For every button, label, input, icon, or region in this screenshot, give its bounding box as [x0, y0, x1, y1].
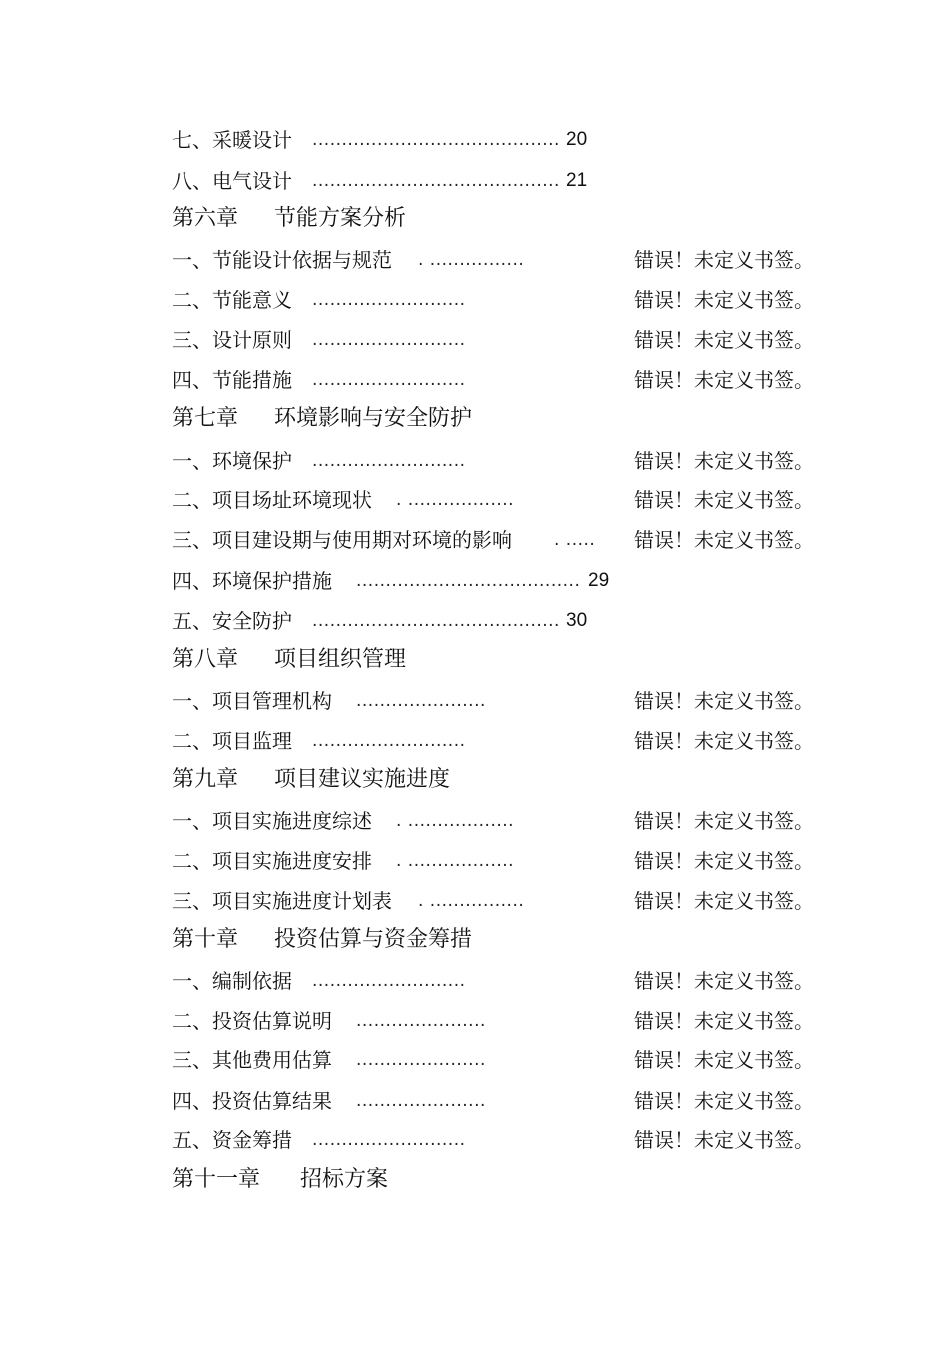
toc-leader: . ..................	[396, 490, 515, 510]
toc-error-text: 错误！未定义书签。	[634, 689, 814, 713]
toc-error-text: 错误！未定义书签。	[634, 1009, 814, 1033]
toc-error-text: 错误！未定义书签。	[634, 288, 814, 312]
toc-entry[interactable]	[172, 968, 814, 994]
toc-entry-title: 五、资金筹措	[172, 1128, 292, 1152]
chapter-number: 第九章	[172, 767, 239, 792]
chapter-title: 环境影响与安全防护	[274, 406, 473, 431]
toc-entry-title: 三、项目实施进度计划表	[172, 889, 392, 913]
toc-entry-title: 四、环境保护措施	[172, 569, 332, 593]
toc-entry-title: 三、其他费用估算	[172, 1048, 332, 1072]
toc-entry-title: 二、项目场址环境现状	[172, 488, 372, 512]
toc-entry-title: 二、节能意义	[172, 288, 292, 312]
toc-error-text: 错误！未定义书签。	[634, 1128, 814, 1152]
toc-entry-title: 二、项目监理	[172, 729, 292, 753]
toc-error-text: 错误！未定义书签。	[634, 729, 814, 753]
toc-leader: . ..................	[396, 811, 515, 831]
toc-entry[interactable]	[172, 367, 814, 393]
toc-leader: . ................	[418, 891, 525, 911]
toc-leader: ..........................................	[312, 611, 560, 631]
toc-entry[interactable]	[172, 1088, 814, 1114]
toc-page-number: 20	[566, 129, 588, 150]
toc-page-number: 29	[588, 570, 610, 591]
chapter-number: 第六章	[172, 206, 239, 231]
toc-entry-title: 四、投资估算结果	[172, 1089, 332, 1113]
toc-chapter[interactable]	[172, 405, 473, 433]
chapter-title: 投资估算与资金筹措	[274, 927, 473, 952]
toc-page-number: 21	[566, 170, 588, 191]
toc-entry-title: 八、电气设计	[172, 169, 292, 193]
toc-entry[interactable]	[172, 608, 588, 634]
chapter-title: 节能方案分析	[274, 206, 407, 231]
chapter-number: 第八章	[172, 647, 239, 672]
toc-entry[interactable]	[172, 728, 814, 754]
toc-leader: ..........................	[312, 731, 466, 751]
toc-leader: ..........................................	[312, 171, 560, 191]
toc-entry-title: 二、项目实施进度安排	[172, 849, 372, 873]
toc-error-text: 错误！未定义书签。	[634, 528, 814, 552]
toc-error-text: 错误！未定义书签。	[634, 1089, 814, 1113]
toc-leader: . ................	[418, 250, 525, 270]
toc-entry-title: 一、项目管理机构	[172, 689, 332, 713]
toc-leader: . .....	[554, 530, 596, 550]
toc-chapter[interactable]	[172, 1166, 389, 1194]
toc-leader: ..........................	[312, 370, 466, 390]
toc-error-text: 错误！未定义书签。	[634, 488, 814, 512]
toc-entry[interactable]	[172, 1008, 814, 1034]
toc-entry-title: 七、采暖设计	[172, 128, 292, 152]
toc-error-text: 错误！未定义书签。	[634, 969, 814, 993]
toc-entry-title: 一、项目实施进度综述	[172, 809, 372, 833]
toc-error-text: 错误！未定义书签。	[634, 449, 814, 473]
toc-error-text: 错误！未定义书签。	[634, 889, 814, 913]
toc-error-text: 错误！未定义书签。	[634, 328, 814, 352]
toc-entry-title: 二、投资估算说明	[172, 1009, 332, 1033]
toc-entry[interactable]	[172, 127, 588, 153]
toc-entry[interactable]	[172, 287, 814, 313]
toc-leader: ......................	[356, 1091, 486, 1111]
toc-error-text: 错误！未定义书签。	[634, 248, 814, 272]
toc-chapter[interactable]	[172, 766, 451, 794]
toc-entry-title: 四、节能措施	[172, 368, 292, 392]
toc-entry-title: 三、项目建设期与使用期对环境的影响	[172, 528, 512, 552]
toc-leader: ......................	[356, 1050, 486, 1070]
toc-chapter[interactable]	[172, 646, 407, 674]
toc-entry[interactable]	[172, 327, 814, 353]
chapter-number: 第十一章	[172, 1167, 261, 1192]
toc-leader: ..........................	[312, 290, 466, 310]
toc-error-text: 错误！未定义书签。	[634, 809, 814, 833]
toc-entry[interactable]	[172, 568, 610, 594]
toc-entry-title: 三、设计原则	[172, 328, 292, 352]
toc-entry[interactable]	[172, 448, 814, 474]
toc-leader: ..........................................	[312, 130, 560, 150]
chapter-title: 项目建议实施进度	[274, 767, 451, 792]
toc-entry[interactable]	[172, 527, 814, 553]
toc-entry-title: 一、节能设计依据与规范	[172, 248, 392, 272]
toc-error-text: 错误！未定义书签。	[634, 849, 814, 873]
toc-entry[interactable]	[172, 1127, 814, 1153]
toc-leader: ......................	[356, 691, 486, 711]
toc-leader: ..........................	[312, 1130, 466, 1150]
toc-leader: ..........................	[312, 971, 466, 991]
toc-error-text: 错误！未定义书签。	[634, 1048, 814, 1072]
toc-entry[interactable]	[172, 247, 814, 273]
toc-entry[interactable]	[172, 688, 814, 714]
toc-chapter[interactable]	[172, 926, 473, 954]
chapter-title: 招标方案	[300, 1167, 389, 1192]
toc-entry[interactable]	[172, 848, 814, 874]
chapter-number: 第七章	[172, 406, 239, 431]
toc-entry[interactable]	[172, 168, 588, 194]
toc-entry-title: 一、编制依据	[172, 969, 292, 993]
toc-entry[interactable]	[172, 808, 814, 834]
toc-leader: ..........................	[312, 451, 466, 471]
toc-entry-title: 一、环境保护	[172, 449, 292, 473]
toc-chapter[interactable]	[172, 205, 407, 233]
toc-leader: ......................................	[356, 571, 581, 591]
toc-leader: ......................	[356, 1011, 486, 1031]
chapter-number: 第十章	[172, 927, 239, 952]
toc-leader: . ..................	[396, 851, 515, 871]
toc-entry[interactable]	[172, 1047, 814, 1073]
toc-entry-title: 五、安全防护	[172, 609, 292, 633]
toc-entry[interactable]	[172, 888, 814, 914]
toc-entry[interactable]	[172, 487, 814, 513]
toc-leader: ..........................	[312, 330, 466, 350]
chapter-title: 项目组织管理	[274, 647, 407, 672]
toc-error-text: 错误！未定义书签。	[634, 368, 814, 392]
toc-page-number: 30	[566, 610, 588, 631]
